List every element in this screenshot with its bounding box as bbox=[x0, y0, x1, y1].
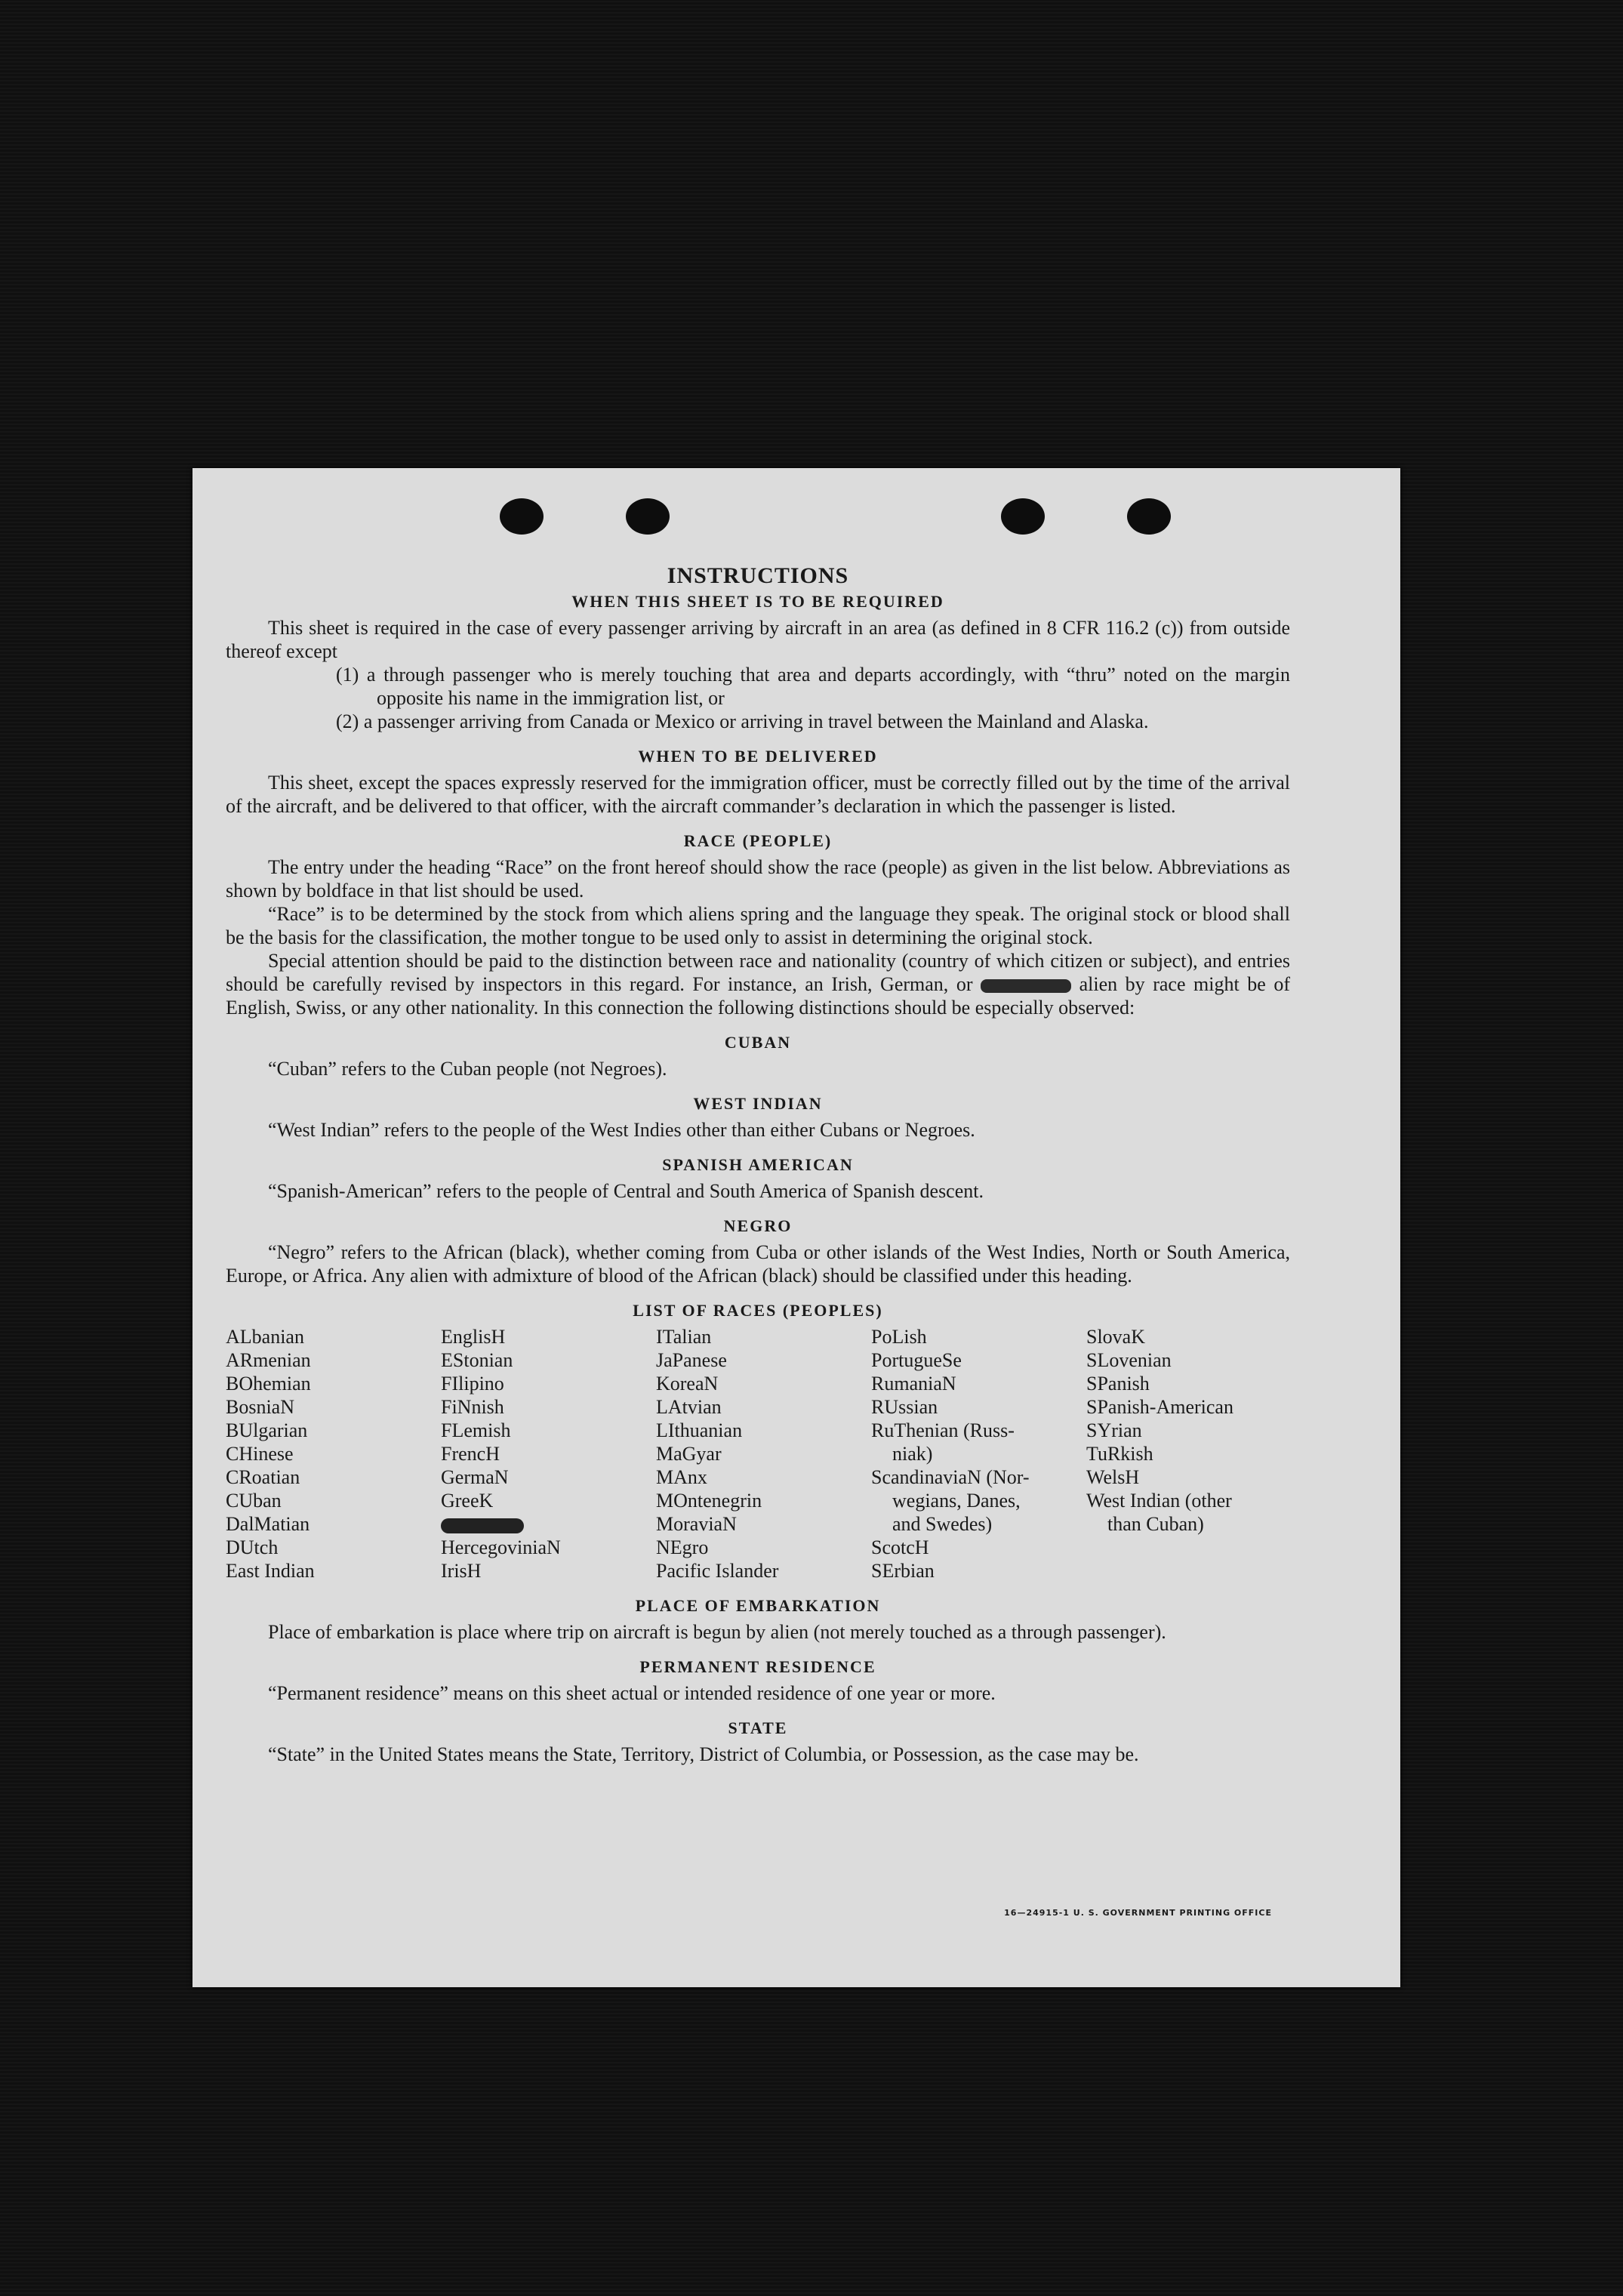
list-item: ScotcH bbox=[871, 1536, 929, 1558]
negro-paragraph: “Negro” refers to the African (black), whether coming from Cuba or other islands of the West Indies, North or South America, Europe, or Africa. Any alien with admixture of blood of the African (black) should be classified under this heading. bbox=[226, 1241, 1290, 1287]
list-item: GermaN bbox=[441, 1466, 509, 1488]
list-item: MAnx bbox=[656, 1466, 707, 1488]
punch-hole bbox=[500, 498, 544, 535]
list-item: BosniaN bbox=[226, 1396, 294, 1418]
race-paragraph-3-start: Special attention should be paid to the distinction between race and nationality (country of which citizen or subject), and entries should be carefully revised by inspectors in this regard. For instance, an Irish, German, or bbox=[226, 950, 1290, 995]
residence-paragraph: “Permanent residence” means on this sheet actual or intended residence of one year or more. bbox=[268, 1682, 996, 1704]
heading-west-indian: WEST INDIAN bbox=[693, 1094, 823, 1113]
races-column-4 bbox=[871, 1325, 1075, 1583]
list-item: PortugueSe bbox=[871, 1349, 962, 1371]
list-item: CHinese bbox=[226, 1443, 294, 1465]
heading-race: RACE (PEOPLE) bbox=[683, 831, 833, 850]
list-item: West Indian (other bbox=[1086, 1490, 1232, 1512]
races-column-1 bbox=[226, 1325, 430, 1583]
page-title: INSTRUCTIONS bbox=[667, 563, 849, 588]
list-item: KoreaN bbox=[656, 1373, 719, 1395]
race-paragraph-3-end: alien by race might be of English, Swiss, or any other nationality. In this connection the following distinctions should be especially observed: bbox=[226, 973, 1290, 1019]
race-paragraph-3 bbox=[226, 949, 1290, 1019]
list-item: DUtch bbox=[226, 1536, 279, 1558]
list-item: RUssian bbox=[871, 1396, 938, 1418]
instruction-sheet bbox=[192, 468, 1400, 1987]
list-item: Pacific Islander bbox=[656, 1560, 779, 1582]
list-item: SErbian bbox=[871, 1560, 935, 1582]
printing-office-code: 16—24915-1 U. S. GOVERNMENT PRINTING OFFICE bbox=[1004, 1908, 1272, 1918]
exception-item-1: (1) a through passenger who is merely touching that area and departs accordingly, with “thru” noted on the margin opposite his name in the immigration list, or bbox=[336, 664, 1290, 709]
list-item: ARmenian bbox=[226, 1349, 311, 1371]
race-paragraph-2: “Race” is to be determined by the stock from which aliens spring and the language they speak. The original stock or blood shall be the basis for the classification, the mother tongue to be used only to assist in determining the original stock. bbox=[226, 903, 1290, 948]
list-item: East Indian bbox=[226, 1560, 315, 1582]
races-column-5 bbox=[1086, 1325, 1290, 1583]
west-indian-paragraph: “West Indian” refers to the people of the West Indies other than either Cubans or Negroes. bbox=[268, 1119, 975, 1141]
list-item: BUlgarian bbox=[226, 1419, 308, 1441]
list-item: LAtvian bbox=[656, 1396, 722, 1418]
list-item: RumaniaN bbox=[871, 1373, 956, 1395]
list-item: CUban bbox=[226, 1490, 282, 1512]
list-item: FLemish bbox=[441, 1419, 511, 1441]
race-paragraph-1: The entry under the heading “Race” on the front hereof should show the race (people) as given in the list below. Abbreviations as shown by boldface in that list should be used. bbox=[226, 856, 1290, 901]
races-list bbox=[226, 1325, 1290, 1583]
heading-negro: NEGRO bbox=[723, 1216, 793, 1235]
heading-cuban: CUBAN bbox=[724, 1033, 792, 1052]
list-item: NEgro bbox=[656, 1536, 709, 1558]
cuban-paragraph: “Cuban” refers to the Cuban people (not Negroes). bbox=[268, 1058, 667, 1080]
redaction-mark bbox=[981, 979, 1071, 993]
list-item: ITalian bbox=[656, 1326, 712, 1348]
heading-list-of-races: LIST OF RACES (PEOPLES) bbox=[633, 1301, 883, 1320]
when-delivered-paragraph: This sheet, except the spaces expressly reserved for the immigration officer, must be correctly filled out by the time of the arrival of the aircraft, and be delivered to that officer, with the aircraft commander’s declaration in which the passenger is listed. bbox=[226, 772, 1290, 817]
list-item: LIthuanian bbox=[656, 1419, 743, 1441]
heading-permanent-residence: PERMANENT RESIDENCE bbox=[639, 1657, 876, 1676]
races-column-2 bbox=[441, 1325, 645, 1583]
list-item: FrencH bbox=[441, 1443, 500, 1465]
punch-hole bbox=[626, 498, 670, 535]
list-item: HercegoviniaN bbox=[441, 1536, 561, 1558]
list-item: GreeK bbox=[441, 1490, 494, 1512]
spanish-american-paragraph: “Spanish-American” refers to the people of Central and South America of Spanish descent. bbox=[268, 1180, 984, 1202]
list-item-continuation: and Swedes) bbox=[892, 1513, 993, 1535]
list-item: RuThenian (Russ- bbox=[871, 1419, 1015, 1441]
state-paragraph: “State” in the United States means the State, Territory, District of Columbia, or Possession, as the case may be. bbox=[268, 1743, 1139, 1765]
list-item-continuation: niak) bbox=[892, 1443, 933, 1465]
list-item: IrisH bbox=[441, 1560, 482, 1582]
embarkation-paragraph: Place of embarkation is place where trip on aircraft is begun by alien (not merely touched as a through passenger). bbox=[268, 1621, 1166, 1643]
list-item: SPanish bbox=[1086, 1373, 1150, 1395]
list-item: CRoatian bbox=[226, 1466, 300, 1488]
list-item-continuation: than Cuban) bbox=[1107, 1513, 1204, 1535]
list-item: PoLish bbox=[871, 1326, 927, 1348]
punch-hole bbox=[1001, 498, 1045, 535]
list-item: FIlipino bbox=[441, 1373, 504, 1395]
sheet-content bbox=[226, 563, 1290, 1766]
list-item: WelsH bbox=[1086, 1466, 1140, 1488]
redacted-list-item bbox=[441, 1512, 645, 1536]
exception-item-2: (2) a passenger arriving from Canada or Mexico or arriving in travel between the Mainland and Alaska. bbox=[336, 710, 1149, 732]
list-item: SPanish-American bbox=[1086, 1396, 1233, 1418]
list-item-continuation: wegians, Danes, bbox=[892, 1490, 1021, 1512]
list-item: BOhemian bbox=[226, 1373, 311, 1395]
list-item: ALbanian bbox=[226, 1326, 304, 1348]
list-item: FiNnish bbox=[441, 1396, 504, 1418]
list-item: ScandinaviaN (Nor- bbox=[871, 1466, 1030, 1488]
heading-spanish-american: SPANISH AMERICAN bbox=[662, 1155, 854, 1174]
list-item: SlovaK bbox=[1086, 1326, 1145, 1348]
redaction-mark bbox=[441, 1518, 524, 1533]
races-column-3 bbox=[656, 1325, 860, 1583]
list-item: SYrian bbox=[1086, 1419, 1142, 1441]
list-item: JaPanese bbox=[656, 1349, 727, 1371]
heading-place-of-embarkation: PLACE OF EMBARKATION bbox=[635, 1596, 881, 1615]
list-item: DalMatian bbox=[226, 1513, 310, 1535]
heading-state: STATE bbox=[728, 1718, 788, 1737]
when-required-paragraph: This sheet is required in the case of every passenger arriving by aircraft in an area (as defined in 8 CFR 116.2 (c)) from outside thereof except bbox=[226, 617, 1290, 662]
heading-when-delivered: WHEN TO BE DELIVERED bbox=[638, 747, 878, 766]
heading-when-required: WHEN THIS SHEET IS TO BE REQUIRED bbox=[571, 592, 944, 611]
list-item: EStonian bbox=[441, 1349, 513, 1371]
list-item: MOntenegrin bbox=[656, 1490, 762, 1512]
punch-hole bbox=[1127, 498, 1171, 535]
list-item: SLovenian bbox=[1086, 1349, 1172, 1371]
list-item: EnglisH bbox=[441, 1326, 506, 1348]
list-item: MoraviaN bbox=[656, 1513, 737, 1535]
list-item: MaGyar bbox=[656, 1443, 722, 1465]
list-item: TuRkish bbox=[1086, 1443, 1153, 1465]
